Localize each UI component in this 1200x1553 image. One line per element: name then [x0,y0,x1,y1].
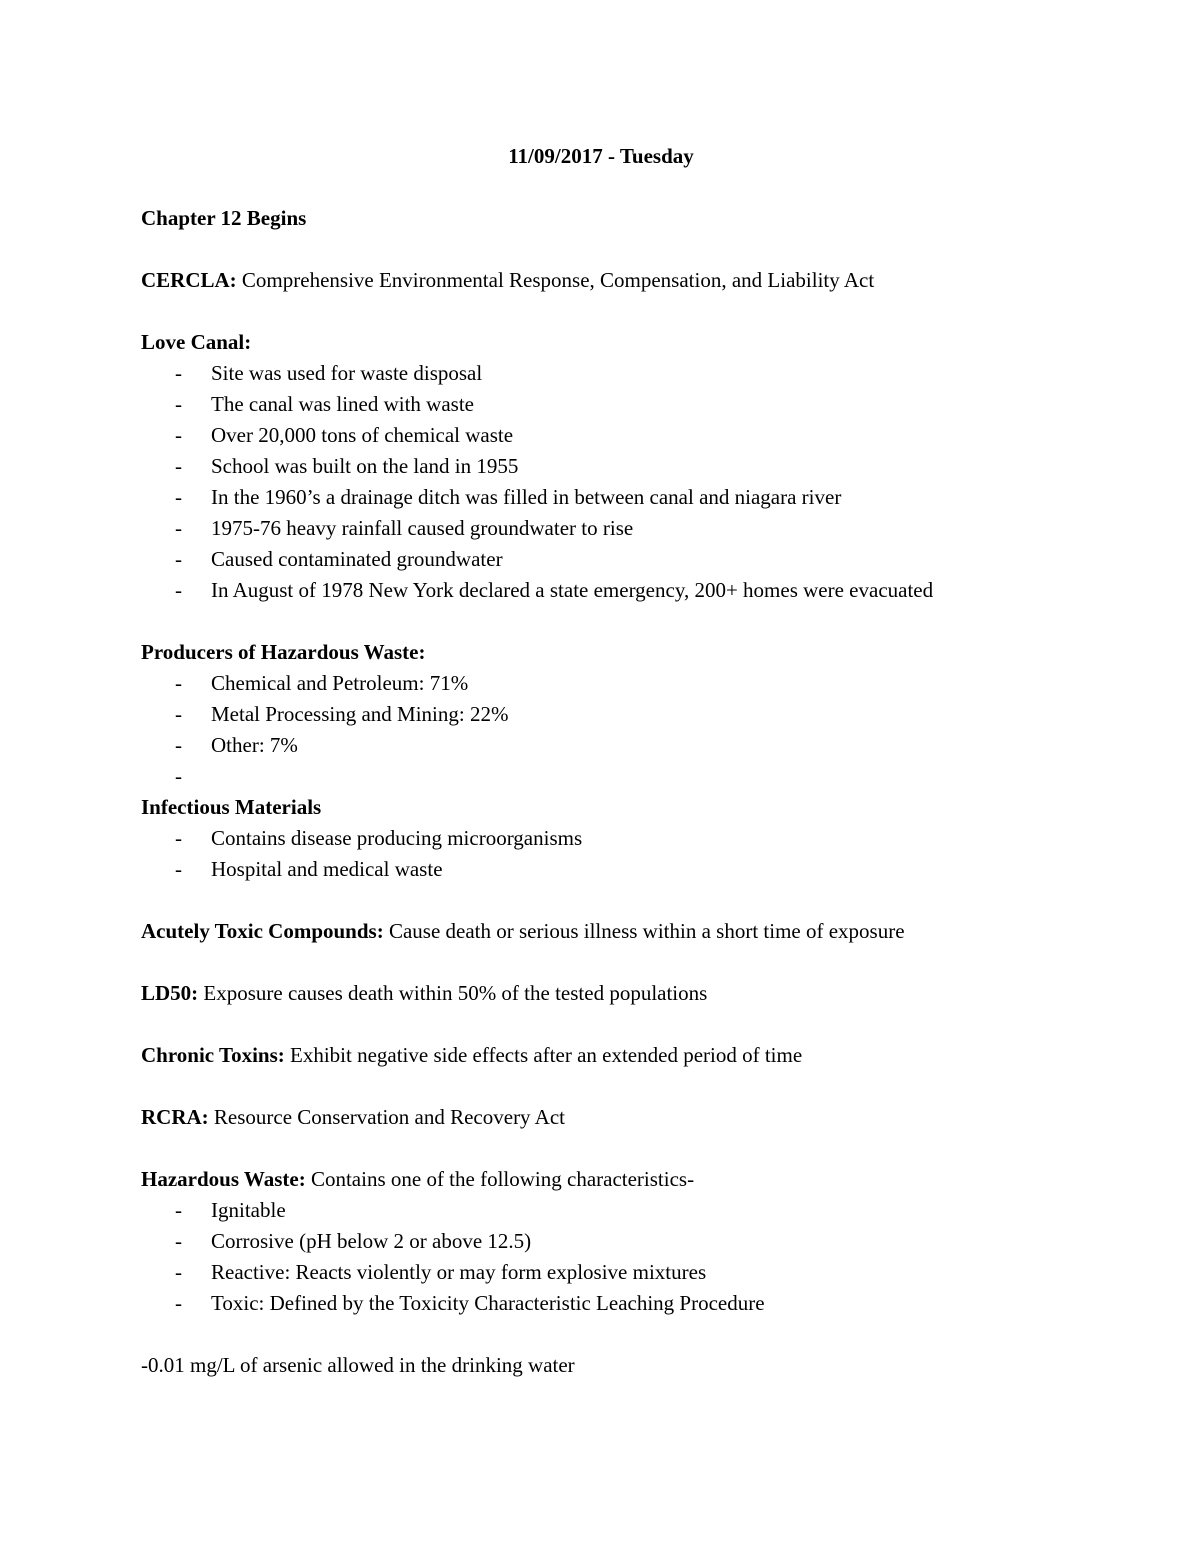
list-item [141,451,1061,482]
love-canal-label: Love Canal: [141,330,252,354]
producers-section [141,637,1061,792]
list-marker: - [175,454,182,478]
chapter-title: Chapter 12 Begins [141,206,307,230]
list-item [141,389,1061,420]
list-item-text: Ignitable [211,1198,286,1222]
ld50-section [141,978,1061,1009]
date-heading: 11/09/2017 - Tuesday [508,144,694,168]
acutely-toxic-text: Cause death or serious illness within a short time of exposure [383,919,905,943]
list-marker: - [175,1260,182,1284]
ld50-label: LD50: [141,981,199,1005]
list-item [141,420,1061,451]
ld50-text: Exposure causes death within 50% of the tested populations [198,981,708,1005]
hazardous-definition [141,1164,1061,1195]
producers-label: Producers of Hazardous Waste: [141,640,426,664]
list-item [141,358,1061,389]
ld50-definition [141,978,1061,1009]
rcra-label: RCRA: [141,1105,209,1129]
list-marker: - [175,423,182,447]
list-marker: - [175,857,182,881]
list-item-text: Corrosive (pH below 2 or above 12.5) [211,1229,532,1253]
list-item-text: School was built on the land in 1955 [211,454,519,478]
list-item [141,544,1061,575]
acutely-toxic-definition [141,916,1061,947]
hazardous-list [141,1195,1061,1319]
list-item [141,1257,1061,1288]
list-marker: - [175,733,182,757]
hazardous-text: Contains one of the following characteristics- [305,1167,695,1191]
document-body [141,141,1061,1381]
cercla-text: Comprehensive Environmental Response, Compensation, and Liability Act [236,268,875,292]
list-item [141,699,1061,730]
list-item-text: Metal Processing and Mining: 22% [211,702,509,726]
list-item-text: In August of 1978 New York declared a state emergency, 200+ homes were evacuated [211,578,934,602]
cercla-section [141,265,1061,296]
list-item [141,1226,1061,1257]
chronic-definition [141,1040,1061,1071]
list-item [141,1195,1061,1226]
list-item-text: Over 20,000 tons of chemical waste [211,423,514,447]
list-item [141,513,1061,544]
list-marker: - [175,1229,182,1253]
list-item-text: Contains disease producing microorganisms [211,826,583,850]
list-item-text: Reactive: Reacts violently or may form explosive mixtures [211,1260,707,1284]
list-marker: - [175,1198,182,1222]
infectious-label: Infectious Materials [141,795,322,819]
acutely-toxic-label: Acutely Toxic Compounds: [141,919,384,943]
rcra-definition [141,1102,1061,1133]
producers-list [141,668,1061,792]
rcra-section [141,1102,1061,1133]
list-item-text: Toxic: Defined by the Toxicity Characteristic Leaching Procedure [211,1291,765,1315]
list-marker: - [175,392,182,416]
infectious-section [141,792,1061,885]
list-item-text: Site was used for waste disposal [211,361,483,385]
list-item [141,482,1061,513]
list-item [141,730,1061,761]
list-item [141,575,1061,606]
chronic-label: Chronic Toxins: [141,1043,285,1067]
list-item-text: In the 1960’s a drainage ditch was filled in between canal and niagara river [211,485,842,509]
hazardous-label: Hazardous Waste: [141,1167,306,1191]
list-item [141,1288,1061,1319]
list-item-text: Hospital and medical waste [211,857,443,881]
list-item-text: Chemical and Petroleum: 71% [211,671,469,695]
list-marker: - [175,702,182,726]
list-item-text: 1975-76 heavy rainfall caused groundwater to rise [211,516,634,540]
list-marker: - [175,671,182,695]
chronic-section [141,1040,1061,1071]
list-item-text: The canal was lined with waste [211,392,474,416]
list-marker: - [175,516,182,540]
list-marker: - [175,1291,182,1315]
list-marker: - [175,361,182,385]
list-marker: - [175,578,182,602]
list-item-text: Caused contaminated groundwater [211,547,503,571]
list-item-text: Other: 7% [211,733,298,757]
acutely-toxic-section [141,916,1061,947]
list-marker: - [175,826,182,850]
list-item [141,668,1061,699]
list-marker: - [175,764,182,788]
list-marker: - [175,547,182,571]
chapter-section [141,203,1061,234]
cercla-label: CERCLA: [141,268,237,292]
list-item [141,823,1061,854]
love-canal-list [141,358,1061,606]
arsenic-note: -0.01 mg/L of arsenic allowed in the drinking water [141,1353,575,1377]
list-item [141,761,1061,792]
hazardous-section [141,1164,1061,1319]
love-canal-section [141,327,1061,606]
cercla-definition [141,265,1061,296]
list-item [141,854,1061,885]
rcra-text: Resource Conservation and Recovery Act [208,1105,565,1129]
list-marker: - [175,485,182,509]
chronic-text: Exhibit negative side effects after an extended period of time [284,1043,803,1067]
infectious-list [141,823,1061,885]
